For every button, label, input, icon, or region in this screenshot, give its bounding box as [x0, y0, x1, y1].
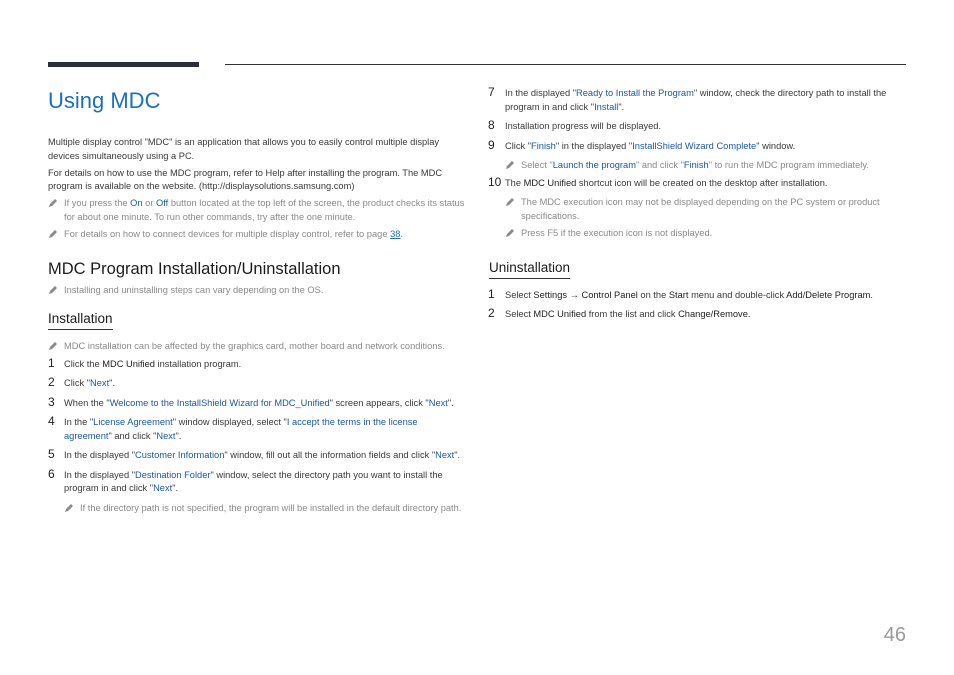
intro-paragraph: For details on how to use the MDC program, refer to Help after installing the program. The MDC program is available on the website. (http://displaysolutions.samsung.com) [48, 167, 443, 191]
install-step: 10 The MDC Unified shortcut icon will be created on the desktop after installation. [488, 174, 828, 189]
page-number: 46 [883, 624, 906, 646]
uninstall-step: 1 Select Settings → Control Panel on the Start menu and double-click Add/Delete Program. [488, 286, 873, 301]
left-column [48, 86, 466, 519]
pencil-icon [48, 198, 58, 208]
install-step: 1 Click the MDC Unified installation program. [48, 355, 242, 370]
uninstallation-heading: Uninstallation [489, 259, 570, 279]
note: For details on how to connect devices for multiple display control, refer to page 38. [48, 228, 466, 242]
uninstall-step: 2 Select MDC Unified from the list and click Change/Remove. [488, 306, 751, 320]
right-column [489, 87, 906, 328]
pencil-icon [505, 228, 515, 238]
pencil-icon [505, 197, 515, 207]
page-title: Using MDC [48, 88, 161, 113]
pencil-icon [48, 229, 58, 239]
note: MDC installation can be affected by the graphics card, mother board and network conditions. [48, 340, 466, 354]
pencil-icon [48, 341, 58, 351]
page-link[interactable]: 38 [390, 229, 401, 239]
note: The MDC execution icon may not be displayed depending on the PC system or product specifications. [505, 196, 906, 223]
install-step: 4 In the "License Agreement" window displayed, select "I accept the terms in the license agreement" and click "Next". [48, 414, 418, 441]
installation-heading: Installation [48, 310, 113, 330]
note: Select "Launch the program" and click "Finish" to run the MDC program immediately. [505, 159, 906, 173]
note: If the directory path is not specified, the program will be installed in the default directory path. [64, 502, 466, 516]
install-step: 2 Click "Next". [48, 375, 116, 389]
install-step: 5 In the displayed "Customer Information" window, fill out all the information fields and click "Next". [48, 447, 461, 461]
install-step: 8 Installation progress will be displayed. [488, 118, 662, 132]
install-step: 7 In the displayed "Ready to Install the Program" window, check the directory path to install the program in and click "Install". [488, 85, 887, 112]
note: Press F5 if the execution icon is not displayed. [505, 227, 906, 241]
pencil-icon [505, 160, 515, 170]
install-step: 9 Click "Finish" in the displayed "InstallShield Wizard Complete" window. [488, 137, 796, 152]
on-button-ref: On [130, 198, 143, 208]
header-rule-thin [225, 64, 906, 65]
header-rule-thick [48, 62, 199, 67]
install-step: 3 When the "Welcome to the InstallShield Wizard for MDC_Unified" screen appears, click "Next". [48, 394, 454, 409]
install-step: 6 In the displayed "Destination Folder" window, select the directory path you want to install the program in and click "Next". [48, 466, 443, 493]
pencil-icon [48, 285, 58, 295]
off-button-ref: Off [156, 198, 169, 208]
intro-paragraph: Multiple display control "MDC" is an application that allows you to easily control multiple display devices simultaneously using a PC. [48, 137, 440, 161]
note: If you press the On or Off button located at the top left of the screen, the product checks its status for about one minute. To run other commands, try after the one minute. [48, 197, 466, 224]
section-title: MDC Program Installation/Uninstallation [48, 259, 341, 278]
pencil-icon [64, 503, 74, 513]
note: Installing and uninstalling steps can vary depending on the OS. [48, 284, 466, 298]
